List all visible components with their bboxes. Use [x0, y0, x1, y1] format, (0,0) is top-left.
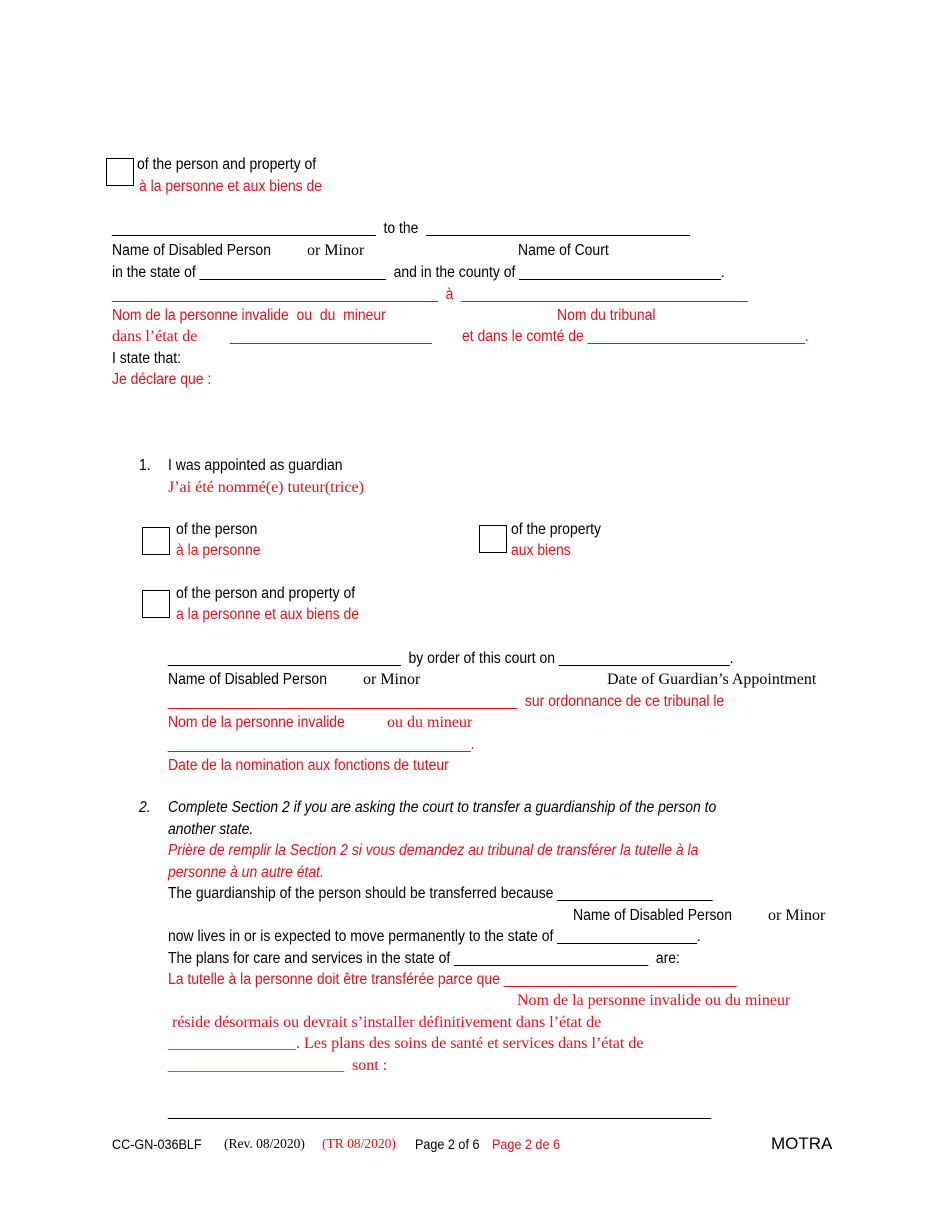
option-property-fr: aux biens [511, 542, 571, 559]
fr-state-blank: __________________________ [230, 328, 432, 345]
option-person-property-fr: a la personne et aux biens de [176, 606, 360, 623]
name-to-court-line: __________________________________ to the __________________________________ [112, 220, 690, 237]
fr-label-court: Nom du tribunal [557, 307, 656, 324]
section2-intro-en-1: Complete Section 2 if you are asking the court to transfer a guardianship of the person to [168, 799, 717, 816]
order-line: ______________________________ by order of this court on ______________________. [168, 650, 734, 667]
section1-line-fr: J’ai été nommé(e) tuteur(trice) [168, 479, 364, 496]
section2-intro-en-2: another state. [168, 821, 254, 838]
checkbox-label-fr: à la personne et aux biens de [139, 178, 323, 195]
footer-motra: MOTRA [771, 1134, 833, 1153]
checkbox-label-en: of the person and property of [137, 156, 317, 173]
footer-page-fr: Page 2 de 6 [492, 1136, 560, 1152]
fr-date-blank: _______________________________________. [168, 736, 475, 753]
checkbox-of-the-person[interactable] [142, 527, 170, 555]
section2-intro-fr-2: personne à un autre état. [168, 864, 324, 881]
order-label-name: Name of Disabled Person [168, 671, 327, 688]
footer-page-en: Page 2 of 6 [415, 1136, 480, 1152]
state-county-line: in the state of ________________________ and in the county of __________________________. [112, 264, 725, 281]
fr-order-label-or: ou du mineur [387, 714, 473, 731]
footer-form-id: CC-GN-036BLF [112, 1136, 202, 1152]
order-label-or-minor: or Minor [363, 671, 421, 688]
option-person-property-en: of the person and property of [176, 585, 356, 602]
checkbox-person-and-property[interactable] [142, 590, 170, 618]
fr-reside-line: réside désormais ou devrait s’installer définitivement dans l’état de [172, 1014, 602, 1031]
section1-line-en: I was appointed as guardian [168, 457, 343, 474]
section1-number: 1. [139, 457, 151, 474]
label-name-disabled: Name of Disabled Person [112, 242, 271, 259]
label-or-minor: or Minor [307, 242, 365, 259]
section2-number: 2. [139, 799, 151, 816]
answer-blank-line[interactable]: ______________________________________________________________________ [168, 1103, 712, 1120]
fr-state-prefix: dans l’état de [112, 328, 198, 345]
section2-intro-fr-1: Prière de remplir la Section 2 si vous demandez au tribunal de transférer la tutelle à la [168, 842, 699, 859]
fr-date-label: Date de la nomination aux fonctions de tuteur [168, 757, 449, 774]
footer-tr: (TR 08/2020) [322, 1136, 396, 1151]
option-person-fr: à la personne [176, 542, 261, 559]
checkbox-person-property-top[interactable] [106, 158, 134, 186]
transfer-label-or-minor: or Minor [768, 907, 826, 924]
option-property-en: of the property [511, 521, 601, 538]
fr-order-label-name: Nom de la personne invalide [168, 714, 345, 731]
option-person-en: of the person [176, 521, 258, 538]
fr-transfer-line: La tutelle à la personne doit être transférée parce que ______________________________ [168, 971, 737, 988]
fr-sont-line: ______________________ sont : [168, 1057, 388, 1074]
fr-transfer-label: Nom de la personne invalide ou du mineur [517, 992, 791, 1009]
move-line: now lives in or is expected to move permanently to the state of __________________. [168, 928, 701, 945]
fr-name-court-line: __________________________________________ à _____________________________________ [112, 286, 749, 303]
footer-rev: (Rev. 08/2020) [224, 1136, 305, 1151]
fr-label-name: Nom de la personne invalide ou du mineur [112, 307, 386, 324]
label-name-court: Name of Court [518, 242, 609, 259]
fr-county-line: et dans le comté de ____________________________. [462, 328, 809, 345]
fr-order-line: _____________________________________________ sur ordonnance de ce tribunal le [168, 693, 725, 710]
order-label-date: Date of Guardian’s Appointment [607, 671, 817, 688]
fr-plans-line: ________________. Les plans des soins de santé et services dans l’état de [168, 1035, 644, 1052]
transfer-label-name: Name of Disabled Person [573, 907, 732, 924]
checkbox-of-the-property[interactable] [479, 525, 507, 553]
je-declare-que: Je déclare que : [112, 371, 212, 388]
i-state-that: I state that: [112, 350, 182, 367]
plans-line: The plans for care and services in the state of _________________________ are: [168, 950, 680, 967]
transfer-line: The guardianship of the person should be transferred because ____________________ [168, 885, 713, 902]
